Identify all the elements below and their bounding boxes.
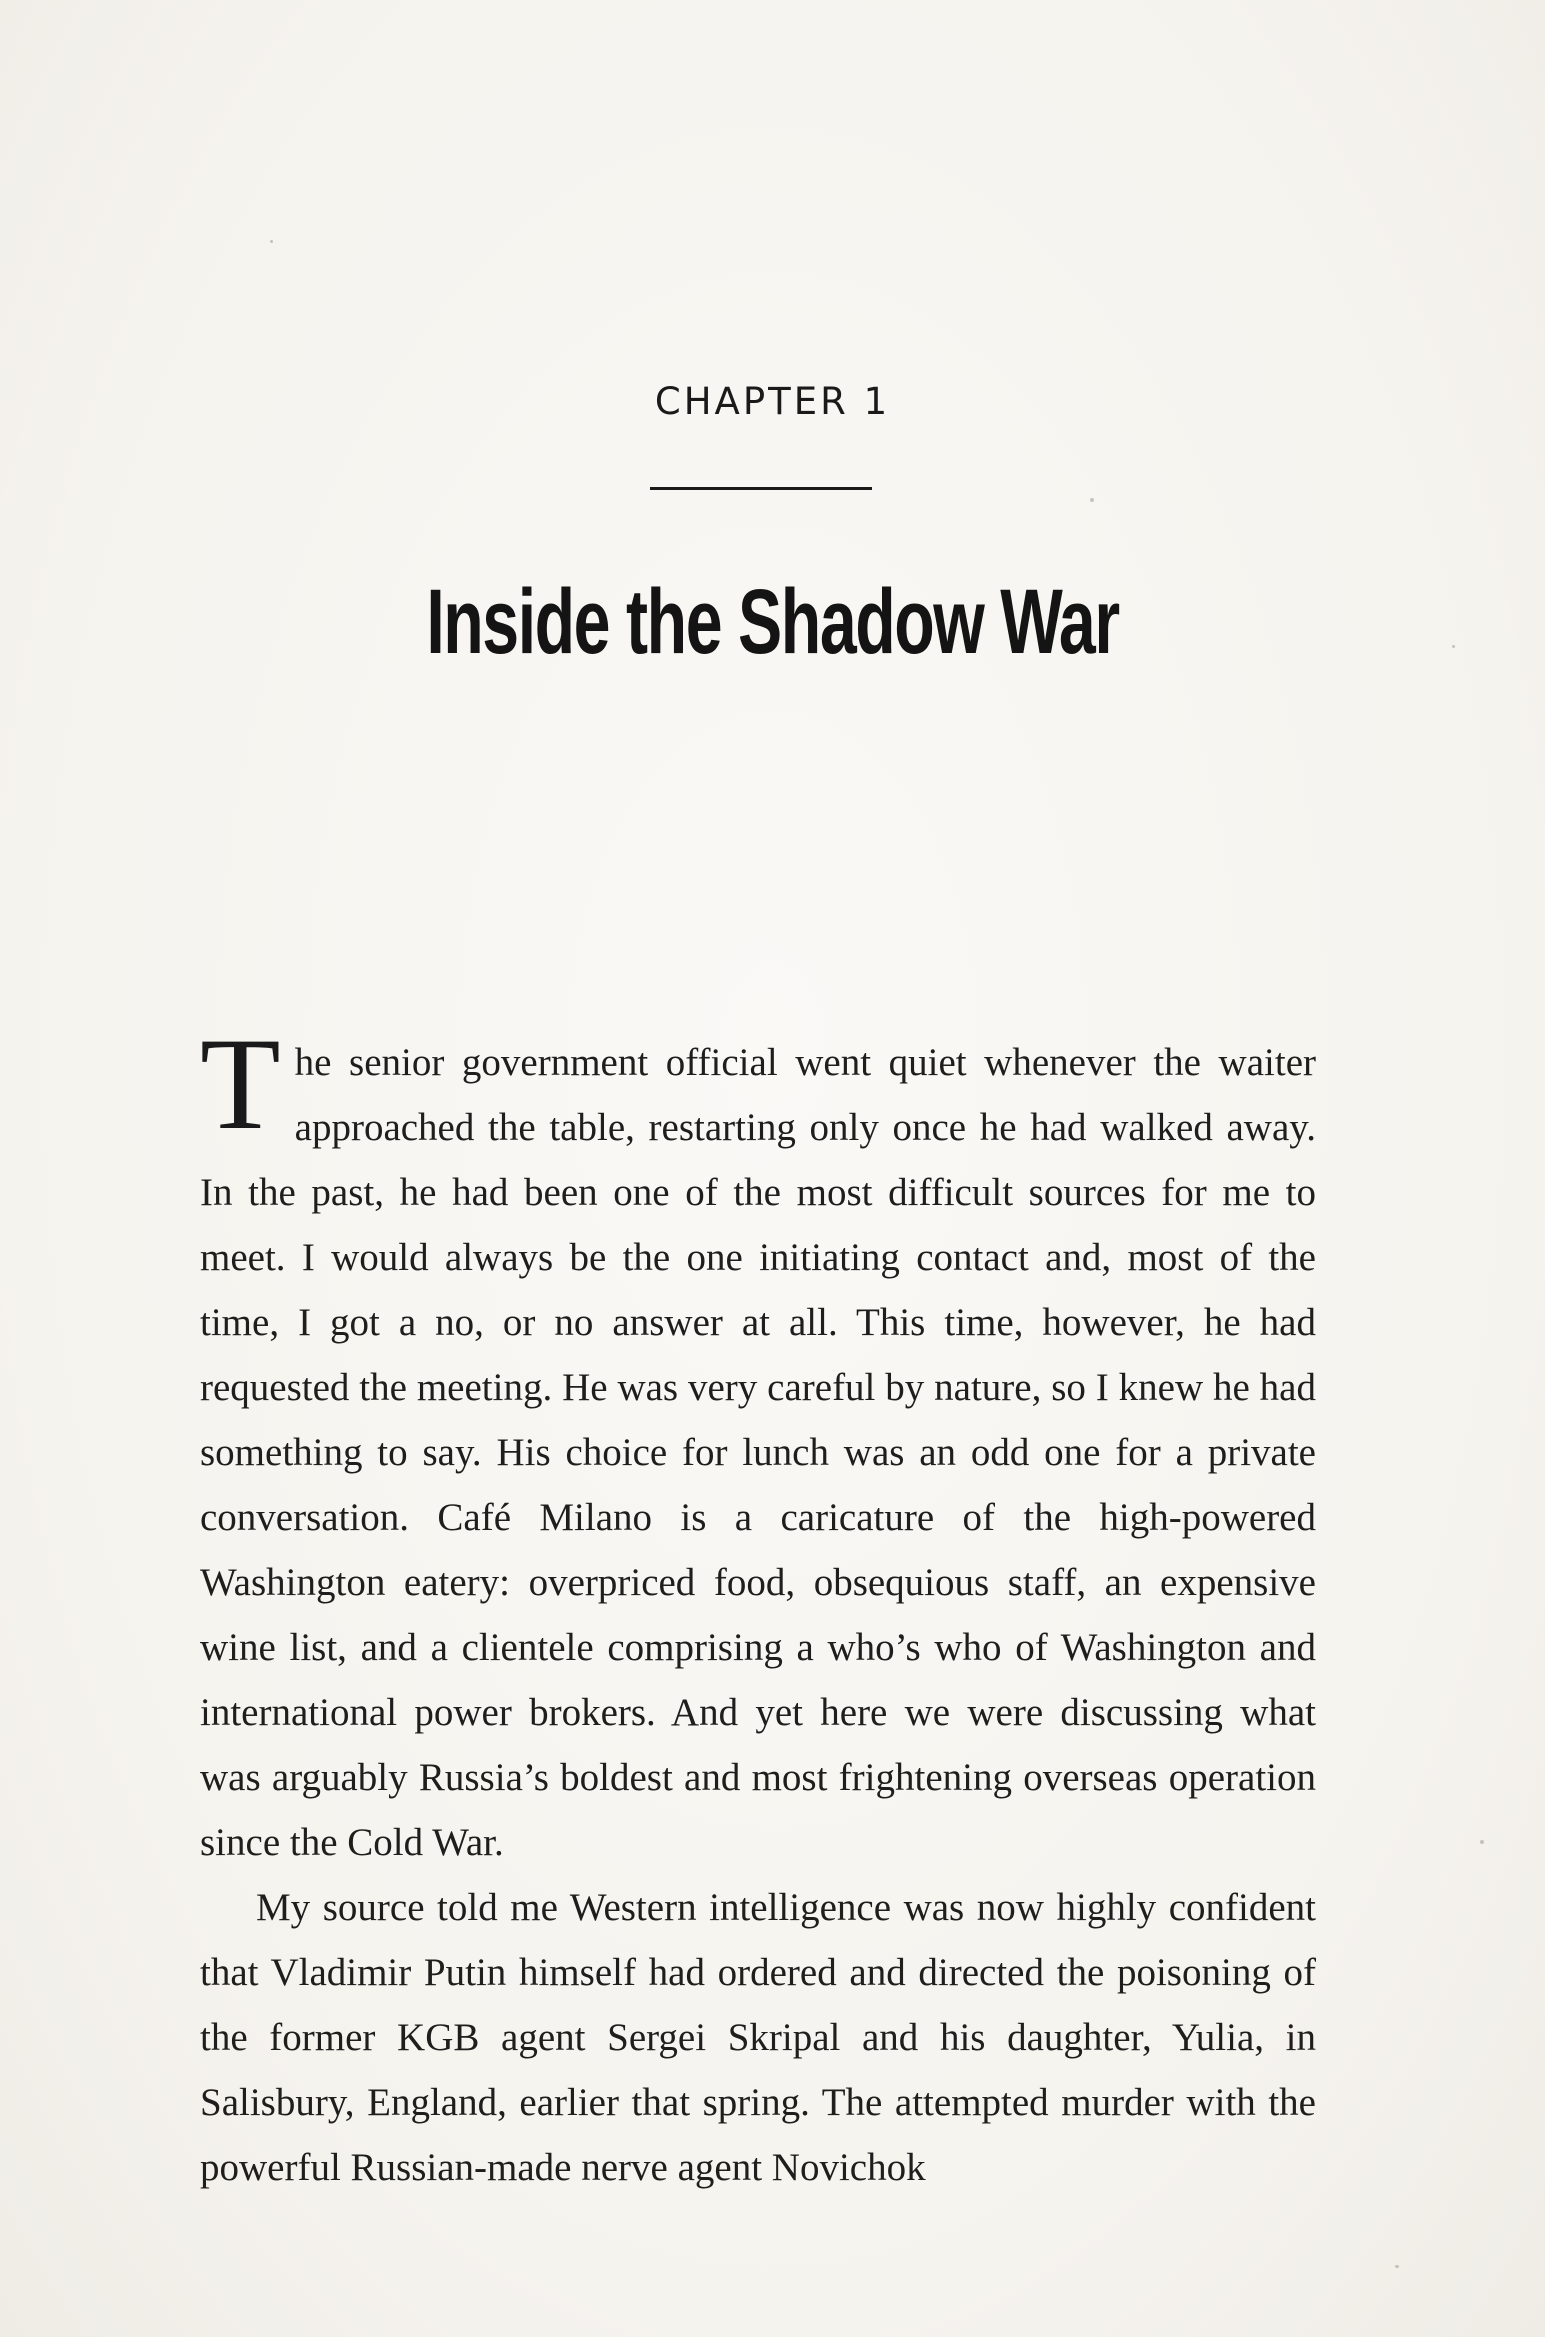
scan-speck [1395,2265,1399,2268]
chapter-divider-rule [650,487,872,490]
scan-speck [270,240,273,243]
chapter-label: CHAPTER 1 [654,380,891,423]
paragraph-1 [200,1010,1316,1875]
paragraph-2: My source told me Western intelligence was now highly confident that Vladimir Putin himself had ordered and directed the poisoning of the former KGB agent Sergei Skripal and his daughter, Yulia, in Salisbury, England, earlier that spring. The attempted murder with the powerful Russian-made nerve agent Novichok [200,1886,1316,2189]
chapter-title: Inside the Shadow War [426,571,1119,673]
chapter-body [200,1010,1316,2200]
drop-cap: T [200,1010,281,1157]
scan-speck [1452,645,1455,648]
paragraph-1-text: he senior government official went quiet whenever the waiter approached the table, restarting only once he had walked away. In the past, he had been one of the most difficult sources for me to meet. I would always be the one initiating contact and, most of the time, I got a no, or no answer at all. This time, however, he had requested the meeting. He was very careful by nature, so I knew he had something to say. His choice for lunch was an odd one for a private conversation. Café Milano is a caricature of the high-powered Washington eatery: overpriced food, obsequious staff, an expensive wine list, and a clientele comprising a who’s who of Washington and international power brokers. And yet here we were discussing what was arguably Russia’s boldest and most frightening overseas operation since the Cold War. [200,1041,1316,1864]
scan-speck [1480,1840,1484,1844]
scan-speck [1090,498,1094,502]
